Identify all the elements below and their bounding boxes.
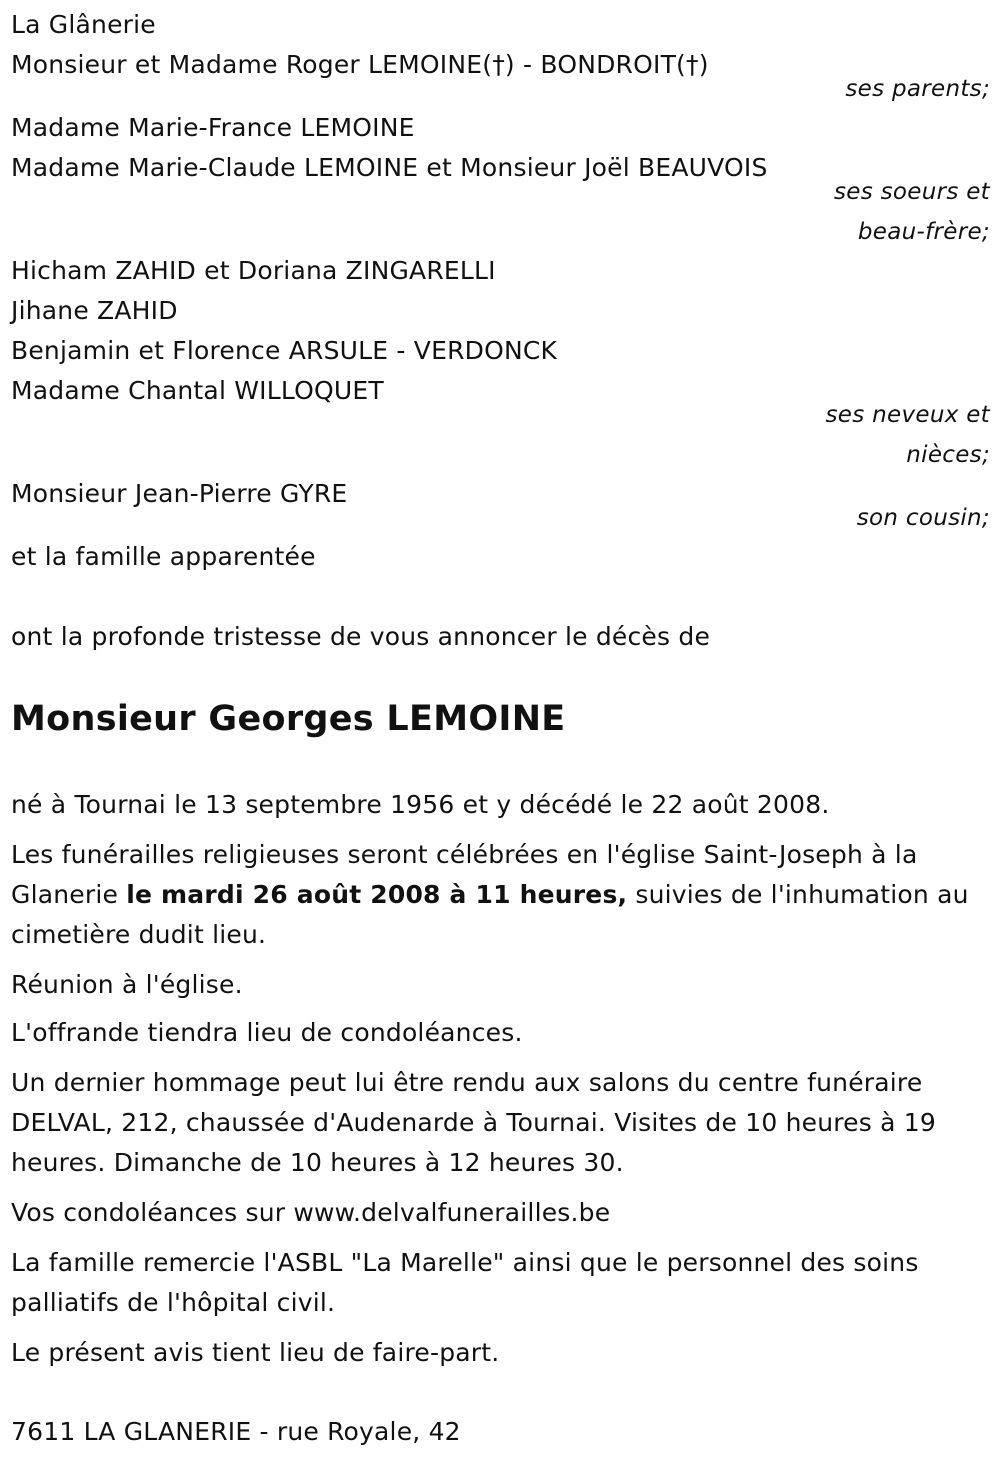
family-glanerie-line: La Glânerie <box>11 10 156 39</box>
sister-1-name: Madame Marie-France LEMOINE <box>11 113 415 142</box>
nephew-2-name: Jihane ZAHID <box>11 296 178 325</box>
cousin-name: Monsieur Jean-Pierre GYRE <box>11 479 348 508</box>
offering-text: L'offrande tiendra lieu de condoléances. <box>11 1018 523 1047</box>
address-text: 7611 LA GLANERIE - rue Royale, 42 <box>11 1417 461 1446</box>
birth-death-text: né à Tournai le 13 septembre 1956 et y décédé le 22 août 2008. <box>11 790 830 819</box>
nephews-relation-line-1: ses neveux et <box>825 402 990 428</box>
cousin-relation: son cousin; <box>856 505 990 531</box>
announcement-text: ont la profonde tristesse de vous annoncer le décès de <box>11 622 711 651</box>
tribute-paragraph: Un dernier hommage peut lui être rendu aux salons du centre funéraire DELVAL, 212, chaussée d'Audenarde à Tournai. Visites de 10 heures à 19 heures. Dimanche de 10 heures à 12 heures 30. <box>11 1068 936 1177</box>
extended-family: et la famille apparentée <box>11 542 316 571</box>
condolences-text: Vos condoléances sur www.delvalfunerailles.be <box>11 1198 611 1227</box>
nephew-3-name: Benjamin et Florence ARSULE - VERDONCK <box>11 336 558 365</box>
nephew-1-name: Hicham ZAHID et Doriana ZINGARELLI <box>11 256 496 285</box>
parents-relation: ses parents; <box>845 76 990 102</box>
nephew-4-name: Madame Chantal WILLOQUET <box>11 376 384 405</box>
parents-names: Monsieur et Madame Roger LEMOINE(†) - BONDROIT(†) <box>11 50 709 79</box>
sisters-relation-line-1: ses soeurs et <box>833 179 990 205</box>
nephews-relation-line-2: nièces; <box>906 442 990 468</box>
thanks-paragraph: La famille remercie l'ASBL "La Marelle" ainsi que le personnel des soins palliatifs de l'hôpital civil. <box>11 1248 919 1317</box>
notice-text: Le présent avis tient lieu de faire-part. <box>11 1338 500 1367</box>
funeral-text-after: suivies de l'inhumation au cimetière dudit lieu. <box>11 880 969 949</box>
sister-2-name: Madame Marie-Claude LEMOINE et Monsieur Joël BEAUVOIS <box>11 153 768 182</box>
funeral-paragraph <box>11 835 971 955</box>
meeting-text: Réunion à l'église. <box>11 970 243 999</box>
sisters-relation-line-2: beau-frère; <box>857 219 990 245</box>
funeral-text-before: Les funérailles religieuses seront célébrées en l'église Saint-Joseph à la Glanerie <box>11 840 918 909</box>
funeral-date-bold: le mardi 26 août 2008 à 11 heures, <box>126 880 628 909</box>
deceased-name-title: Monsieur Georges LEMOINE <box>11 699 566 739</box>
